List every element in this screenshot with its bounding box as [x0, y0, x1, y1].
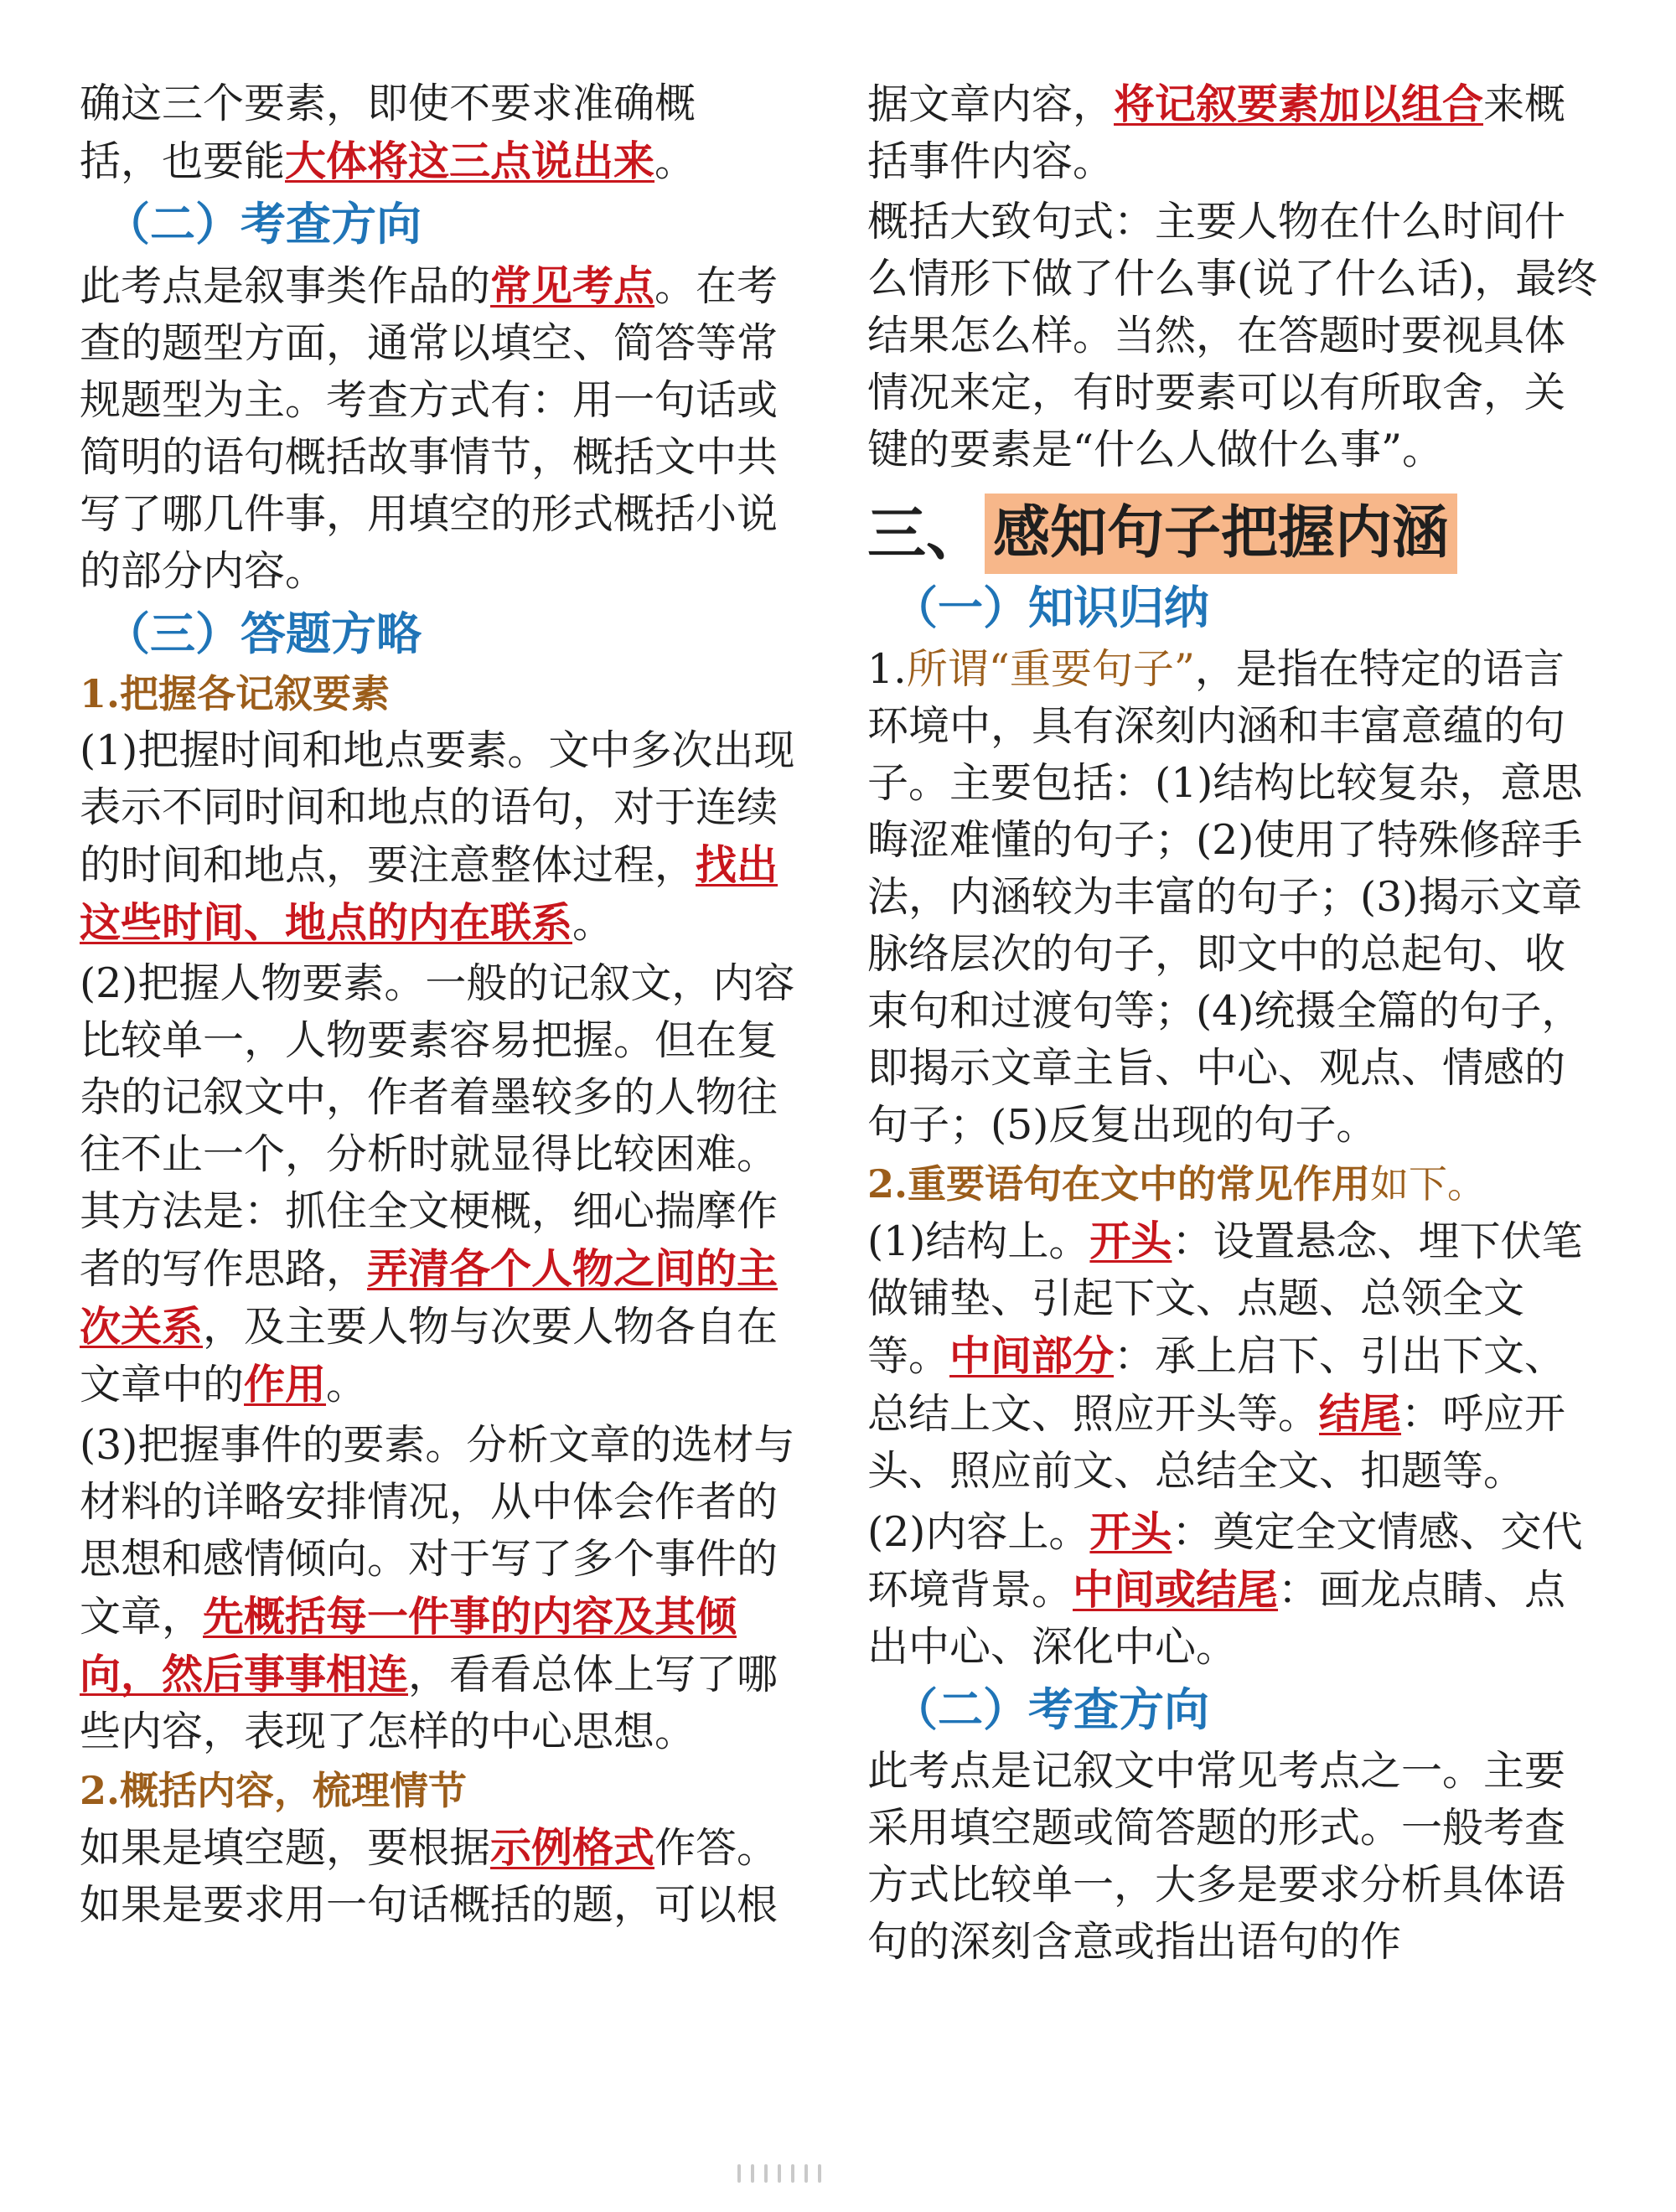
highlight-text: 找出这些时间、地点的内在联系 [80, 840, 779, 947]
text: ，及主要人物与次要人物各自在文章中的 [80, 1303, 779, 1408]
paragraph [80, 955, 809, 1414]
section-heading: （二）考查方向 [105, 198, 422, 251]
paragraph [80, 1819, 809, 1934]
text: 来概括事件内容。 [867, 80, 1566, 185]
heading-text: 如下。 [1370, 1161, 1487, 1207]
text: 。 [572, 899, 614, 947]
term-text: 所谓“重要句子” [906, 645, 1195, 693]
text: ，看看总体上写了哪些内容，表现了怎样的中心思想。 [80, 1651, 779, 1755]
highlight-text: 先概括每一件事的内容及其倾向，然后事事相连 [80, 1592, 737, 1698]
text: 。在考查的题型方面，通常以填空、简答等常规题型为主。考查方式有：用一句话或简明的语句概括故事情节，概括文中共写了哪几件事，用填空的形式概括小说的部分内容。 [80, 262, 779, 595]
text: ：承上启下、引出下文、总结上文、照应开头等。 [867, 1332, 1566, 1438]
highlight-text: 弄清各个人物之间的主次关系 [80, 1244, 779, 1351]
text: ：设置悬念、埋下伏笔做铺垫、引起下文、点题、总领全文等。 [867, 1217, 1583, 1380]
highlight-text: 大体将这三点说出来 [285, 137, 655, 185]
paragraph: 此考点是记叙文中常见考点之一。主要采用填空题或简答题的形式。一般考查方式比较单一，大多是要求分析具体语句的深刻含意或指出语句的作 [867, 1747, 1566, 1966]
text: 确这三个要素，即使不要求准确概 [80, 80, 696, 127]
page-indicator[interactable] [737, 2164, 821, 2183]
text: (1)结构上。 [867, 1217, 1090, 1265]
page-dot[interactable] [804, 2164, 808, 2183]
text: 此考点是叙事类作品的 [80, 262, 491, 310]
paragraph [867, 1503, 1605, 1676]
highlight-text: 常见考点 [490, 261, 655, 310]
paragraph [867, 75, 1605, 190]
page-dot[interactable] [818, 2164, 821, 2183]
highlight-text: 示例格式 [490, 1823, 655, 1872]
chapter-title: 感知句子把握内涵 [985, 494, 1457, 574]
highlight-text: 中间或结尾 [1073, 1565, 1279, 1614]
left-column [80, 75, 809, 1934]
paragraph [867, 641, 1605, 1154]
subsection-heading: 2.概括内容，梳理情节 [80, 1768, 468, 1813]
paragraph [80, 722, 809, 952]
text: (1)把握时间和地点要素。文中多次出现表示不同时间和地点的语句，对于连续的时间和地点，要注意整体过程， [80, 726, 795, 889]
subsection-heading: 1.把握各记叙要素 [80, 671, 391, 716]
text: (2)把握人物要素。一般的记叙文，内容比较单一，人物要素容易把握。但在复杂的记叙文中，作者着墨较多的人物往往不止一个，分析时就显得比较困难。其方法是：抓住全文梗概，细心揣摩作者的写作思路， [80, 959, 795, 1293]
chapter-number: 三、 [867, 499, 985, 568]
chapter-heading [867, 494, 1605, 574]
text: 括，也要能 [80, 137, 286, 185]
page-dot[interactable] [778, 2164, 781, 2183]
subsection-heading [867, 1157, 1605, 1211]
highlight-text: 作用 [244, 1360, 327, 1408]
text: 如果是填空题，要根据 [80, 1824, 491, 1872]
section-heading: （三）答题方略 [105, 607, 422, 660]
heading-text: 2.重要语句在文中的常见作用 [867, 1161, 1371, 1207]
highlight-text: 结尾 [1319, 1389, 1402, 1438]
paragraph [80, 257, 809, 600]
text: ，是指在特定的语言环境中，具有深刻内涵和丰富意蕴的句子。主要包括：(1)结构比较复杂，意思晦涩难懂的句子；(2)使用了特殊修辞手法，内涵较为丰富的句子；(3)揭示文章脉络层次的句子，即文中的总起句、收束句和过渡句等；(4)统摄全篇的句子，即揭示文章主旨、中心、观点、情感的句子；(5)反复出现的句子。 [867, 645, 1583, 1149]
paragraph [80, 75, 809, 190]
page-dot[interactable] [737, 2164, 741, 2183]
section-heading: （二）考查方向 [892, 1683, 1209, 1736]
text: 据文章内容， [867, 80, 1115, 128]
highlight-text: 开头 [1089, 1507, 1172, 1556]
highlight-text: 中间部分 [949, 1331, 1115, 1380]
text: ：奠定全文情感、交代环境背景。 [867, 1508, 1583, 1614]
highlight-text: 将记叙要素加以组合 [1114, 80, 1484, 128]
text: ：画龙点睛、点出中心、深化中心。 [867, 1566, 1566, 1671]
page-dot[interactable] [764, 2164, 768, 2183]
text: ：呼应开头、照应前文、总结全文、扣题等。 [867, 1390, 1566, 1495]
text: 1. [867, 645, 907, 693]
text: 。 [326, 1361, 368, 1408]
text: 作答。如果是要求用一句话概括的题，可以根 [80, 1824, 779, 1929]
page-dot[interactable] [791, 2164, 794, 2183]
paragraph: 概括大致句式：主要人物在什么时间什么情形下做了什么事(说了什么话)，最终结果怎么样。当然，在答题时要视具体情况来定，有时要素可以有所取舍，关键的要素是“什么人做什么事”。 [867, 198, 1598, 473]
paragraph [80, 1417, 809, 1760]
highlight-text: 开头 [1089, 1217, 1172, 1265]
text: 。 [654, 137, 696, 185]
section-heading: （一）知识归纳 [892, 581, 1209, 634]
text: (3)把握事件的要素。分析文章的选材与材料的详略安排情况，从中体会作者的思想和感情倾向。对于写了多个事件的文章， [80, 1421, 795, 1641]
paragraph [867, 1212, 1605, 1500]
page-dot[interactable] [751, 2164, 754, 2183]
right-column [867, 75, 1605, 1971]
text: (2)内容上。 [867, 1508, 1090, 1556]
